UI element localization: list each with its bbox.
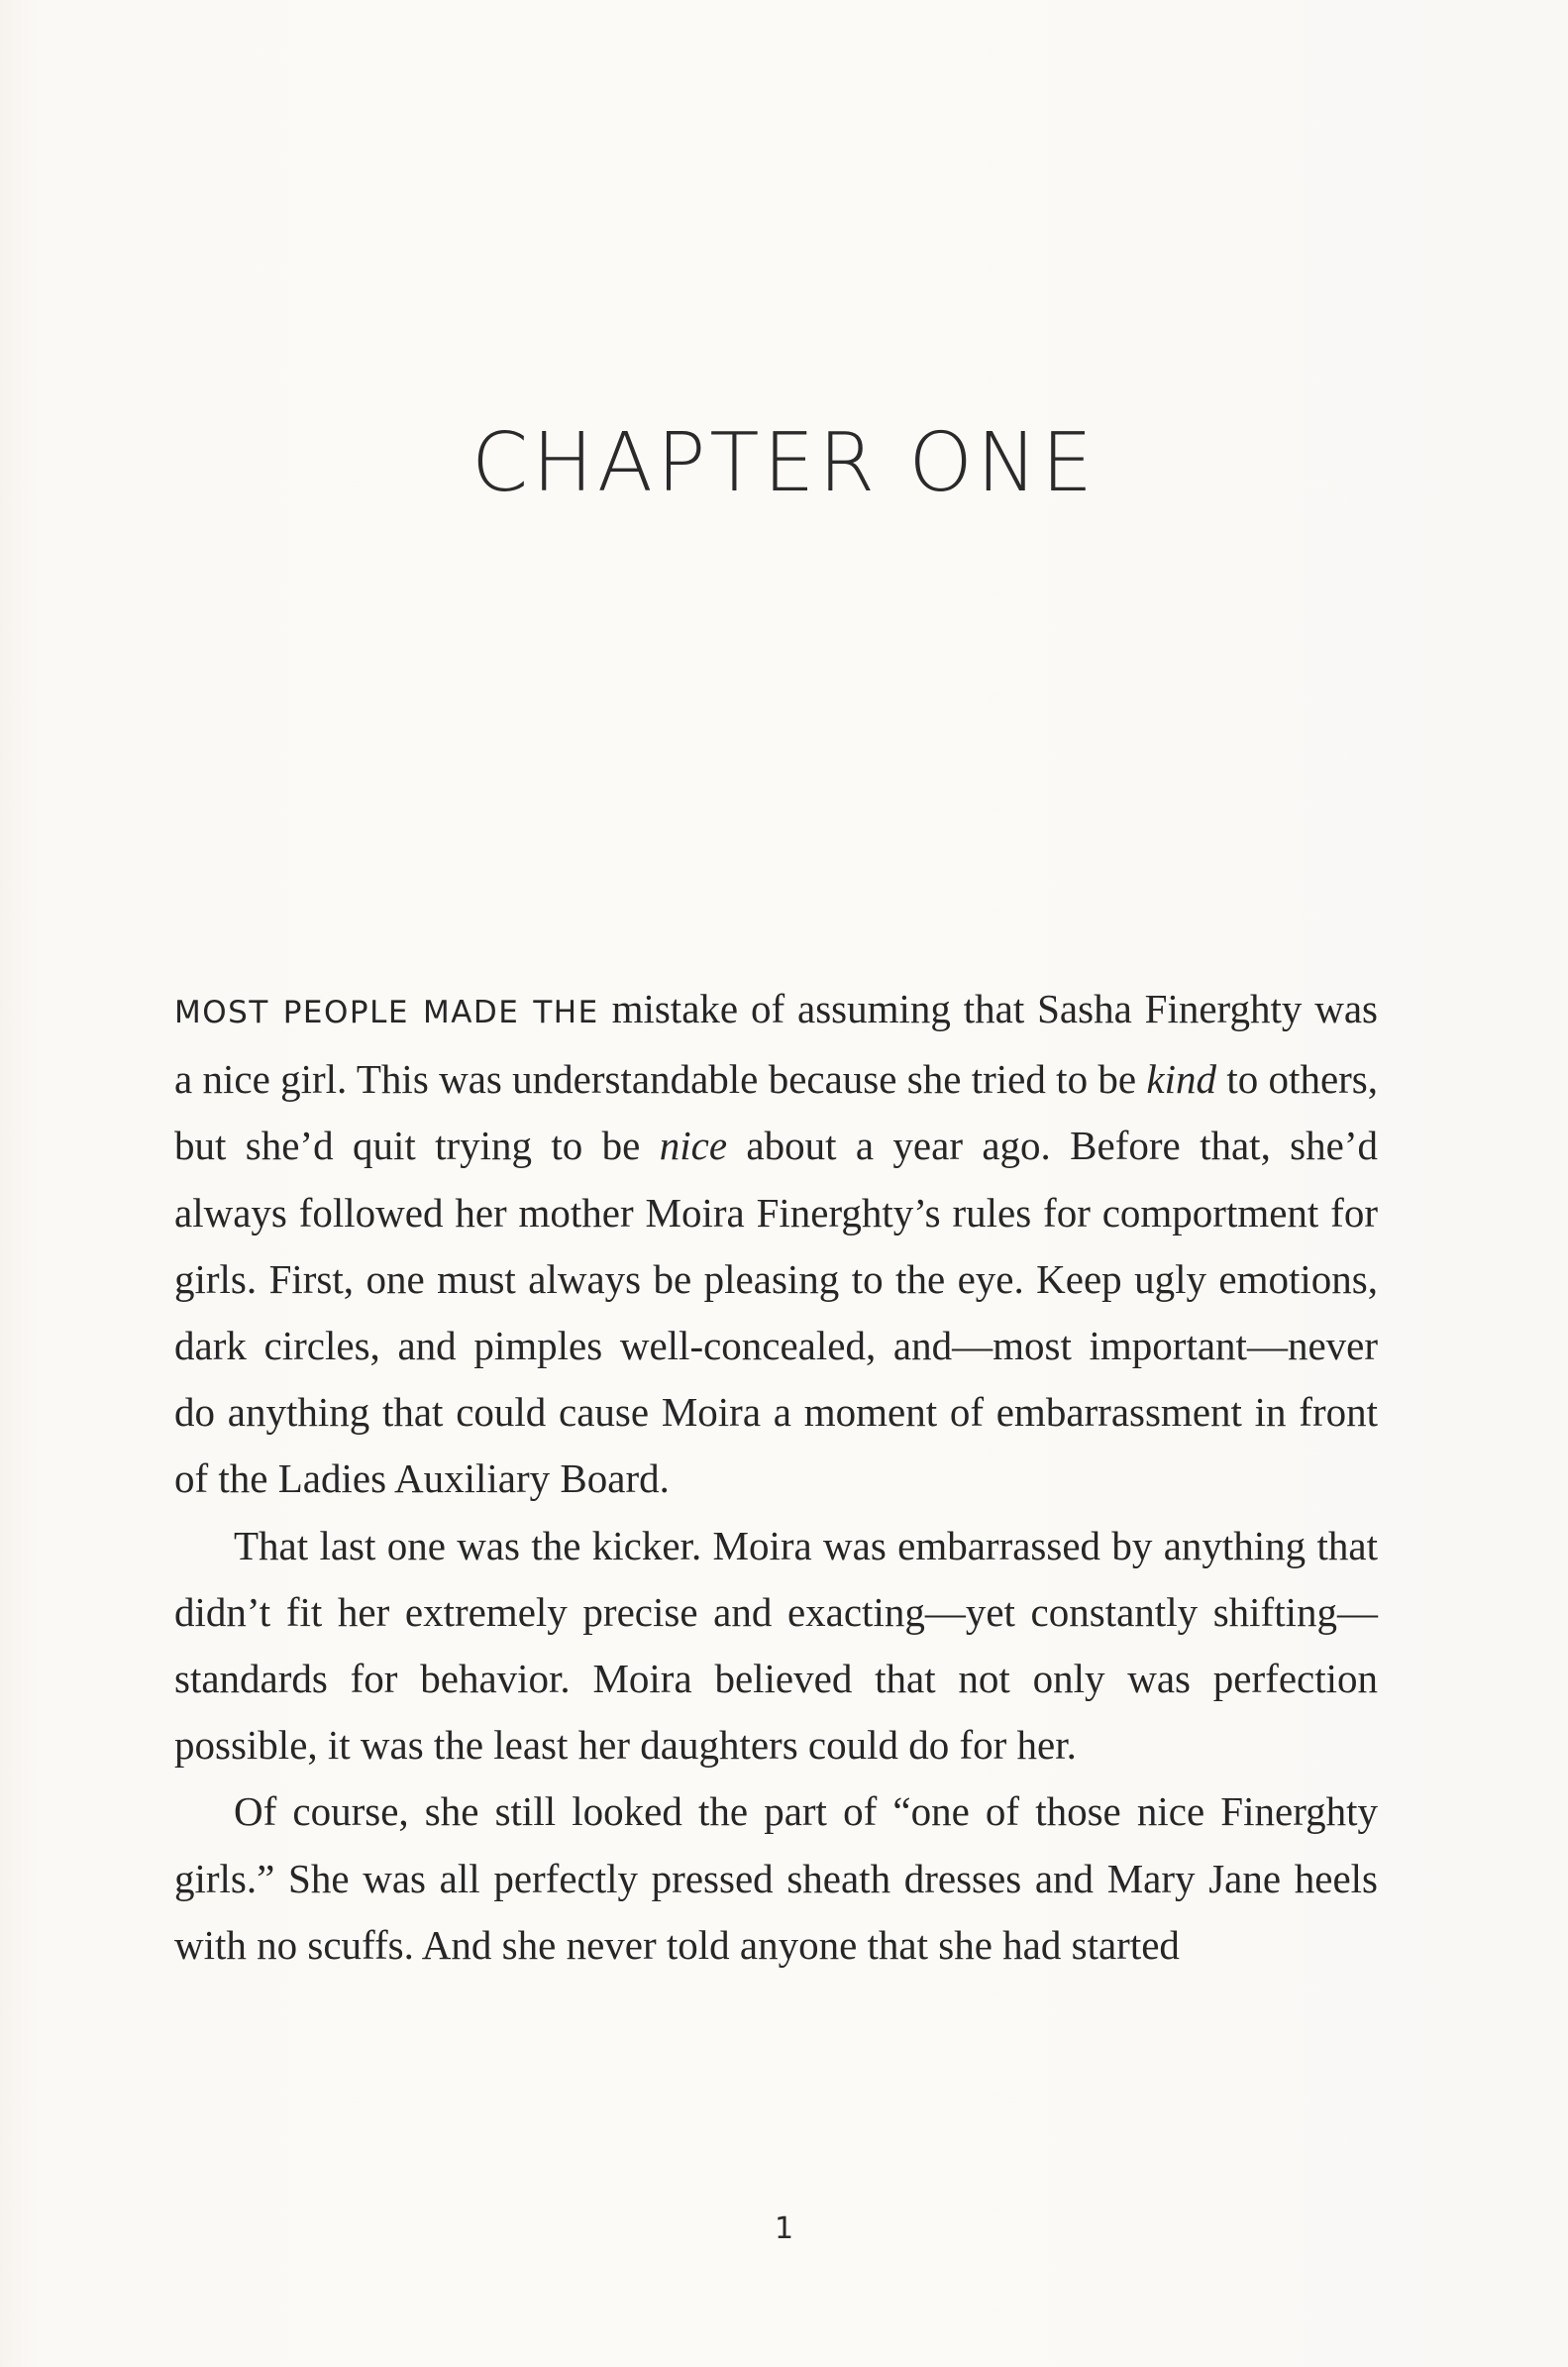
chapter-body [174, 976, 1378, 1979]
text-segment: Of course, she still looked the part of “one of those nice Finerghty girls.” She was all perfectly pressed sheath dresses and Mary Jane heels with no scuffs. And she never told anyone that she had started [174, 1788, 1378, 1968]
text-segment: about a year ago. Before that, she’d always followed her mother Moira Finerghty’s rules for comportment for girls. First, one must always be pleasing to the eye. Keep ugly emotions, dark circles, and pimples well-concealed, and—most important—never do anything that could cause Moira a moment of embarrassment in front of the Ladies Auxiliary Board. [174, 1123, 1378, 1502]
text-segment: That last one was the kicker. Moira was embarrassed by anything that didn’t fit her extremely precise and exacting—yet constantly shifting—standards for behavior. Moira believed that not only was perfection possible, it was the least her daughters could do for her. [174, 1522, 1378, 1769]
text-segment: mistake of assuming that Sasha Finerghty was a nice girl. This was understandable because she tried to be [174, 986, 1378, 1103]
paragraph-3 [174, 1778, 1378, 1979]
text-segment: to others, but she’d quit trying to be [174, 1056, 1378, 1169]
paragraph-1 [174, 976, 1378, 1513]
lead-in-small-caps: MOST PEOPLE MADE THE [174, 995, 599, 1030]
italic-word-kind: kind [1146, 1056, 1217, 1103]
paragraph-2 [174, 1513, 1378, 1779]
page-number: 1 [774, 2211, 794, 2246]
chapter-title: CHAPTER ONE [470, 416, 1098, 510]
italic-word-nice: nice [659, 1123, 728, 1169]
